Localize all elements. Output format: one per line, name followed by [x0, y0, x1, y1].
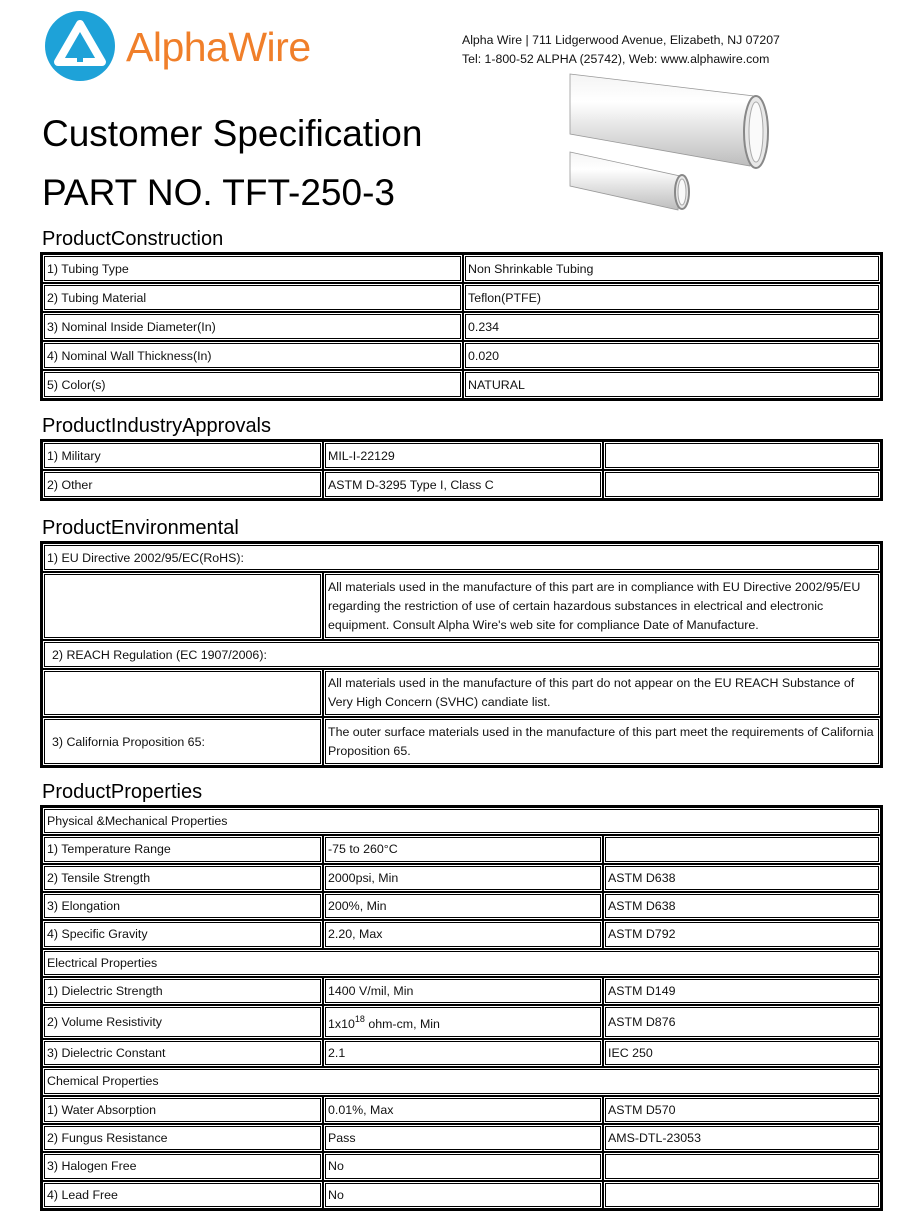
section-title-environmental: ProductEnvironmental — [42, 517, 239, 539]
company-info — [462, 31, 780, 69]
row-extra — [603, 470, 881, 499]
table-row — [42, 1124, 881, 1152]
table-row — [42, 370, 881, 399]
empty-cell — [42, 669, 323, 717]
group-header-electrical: Electrical Properties — [42, 949, 881, 977]
table-row — [42, 1181, 881, 1209]
row-value: Pass — [323, 1124, 603, 1152]
table-row — [42, 717, 881, 766]
approvals-table — [40, 439, 883, 501]
table-row — [42, 864, 881, 892]
row-label: 4) Lead Free — [42, 1181, 323, 1209]
table-row — [42, 920, 881, 948]
reach-label: 2) REACH Regulation (EC 1907/2006): — [42, 640, 881, 669]
row-label: 3) Halogen Free — [42, 1152, 323, 1180]
row-extra — [603, 441, 881, 470]
row-label: 1) Tubing Type — [42, 254, 463, 283]
row-value: ASTM D-3295 Type I, Class C — [323, 470, 603, 499]
rohs-label: 1) EU Directive 2002/95/EC(RoHS): — [42, 543, 881, 572]
row-value: 2.20, Max — [323, 920, 603, 948]
table-row — [42, 312, 881, 341]
construction-table — [40, 252, 883, 401]
row-label: 2) Volume Resistivity — [42, 1005, 323, 1039]
reach-text: All materials used in the manufacture of this part do not appear on the EU REACH Substance of Very High Concern (SVHC) candiate list. — [323, 669, 881, 717]
table-row — [42, 640, 881, 669]
table-row — [42, 977, 881, 1005]
row-value: Non Shrinkable Tubing — [463, 254, 881, 283]
value-base: 1x10 — [328, 1016, 355, 1031]
alphawire-wordmark: AlphaWire — [126, 24, 311, 70]
row-value: 200%, Min — [323, 892, 603, 920]
row-label: 2) Tubing Material — [42, 283, 463, 312]
part-number: PART NO. TFT-250-3 — [42, 172, 395, 213]
prop65-label: 3) California Proposition 65: — [42, 717, 323, 766]
row-label: 4) Nominal Wall Thickness(In) — [42, 341, 463, 370]
empty-cell — [42, 572, 323, 640]
row-label: 1) Military — [42, 441, 323, 470]
table-row — [42, 254, 881, 283]
row-label: 1) Temperature Range — [42, 835, 323, 863]
row-label: 3) Dielectric Constant — [42, 1039, 323, 1067]
row-value: 0.01%, Max — [323, 1096, 603, 1124]
table-row — [42, 1096, 881, 1124]
row-label: 4) Specific Gravity — [42, 920, 323, 948]
row-value: 1400 V/mil, Min — [323, 977, 603, 1005]
row-method — [603, 1152, 881, 1180]
row-label: 3) Nominal Inside Diameter(In) — [42, 312, 463, 341]
table-row — [42, 572, 881, 640]
table-row — [42, 807, 881, 835]
row-label: 1) Water Absorption — [42, 1096, 323, 1124]
table-row — [42, 835, 881, 863]
company-address: Alpha Wire | 711 Lidgerwood Avenue, Elizabeth, NJ 07207 — [462, 33, 780, 47]
company-contact: Tel: 1-800-52 ALPHA (25742), Web: www.alphawire.com — [462, 52, 770, 66]
group-header-chemical: Chemical Properties — [42, 1067, 881, 1095]
tubing-illustration-icon — [560, 70, 780, 218]
row-value: No — [323, 1152, 603, 1180]
row-label: 1) Dielectric Strength — [42, 977, 323, 1005]
rohs-text: All materials used in the manufacture of this part are in compliance with EU Directive 2002/95/EU regarding the restriction of use of certain hazardous substances in electrical and electronic equipment. Consult Alpha Wire's web site for compliance Date of Manufacture. — [323, 572, 881, 640]
row-method — [603, 1181, 881, 1209]
value-unit: ohm-cm, Min — [364, 1016, 440, 1031]
table-row — [42, 1039, 881, 1067]
alphawire-mark-icon — [44, 10, 120, 82]
row-value: 0.020 — [463, 341, 881, 370]
row-label: 2) Tensile Strength — [42, 864, 323, 892]
row-method: IEC 250 — [603, 1039, 881, 1067]
table-row — [42, 892, 881, 920]
row-value: Teflon(PTFE) — [463, 283, 881, 312]
group-header-physical: Physical &Mechanical Properties — [42, 807, 881, 835]
environmental-table — [40, 541, 883, 768]
table-row — [42, 669, 881, 717]
row-method: AMS-DTL-23053 — [603, 1124, 881, 1152]
table-row — [42, 283, 881, 312]
row-method: ASTM D638 — [603, 892, 881, 920]
table-row — [42, 441, 881, 470]
row-method: ASTM D638 — [603, 864, 881, 892]
table-row — [42, 1152, 881, 1180]
page-title: Customer Specification — [42, 113, 423, 154]
row-method: ASTM D149 — [603, 977, 881, 1005]
row-value — [323, 1005, 603, 1039]
row-label: 5) Color(s) — [42, 370, 463, 399]
row-value: 2.1 — [323, 1039, 603, 1067]
section-title-construction: ProductConstruction — [42, 228, 224, 250]
value-exponent: 18 — [354, 1013, 365, 1024]
row-method: ASTM D570 — [603, 1096, 881, 1124]
alphawire-logo — [44, 10, 344, 82]
row-value: No — [323, 1181, 603, 1209]
row-value: 0.234 — [463, 312, 881, 341]
row-value: -75 to 260°C — [323, 835, 603, 863]
properties-table — [40, 805, 883, 1211]
table-row — [42, 1067, 881, 1095]
prop65-text: The outer surface materials used in the manufacture of this part meet the requirements of California Proposition 65. — [323, 717, 881, 766]
row-label: 3) Elongation — [42, 892, 323, 920]
row-label: 2) Fungus Resistance — [42, 1124, 323, 1152]
row-method — [603, 835, 881, 863]
row-method: ASTM D876 — [603, 1005, 881, 1039]
row-value: 2000psi, Min — [323, 864, 603, 892]
table-row — [42, 341, 881, 370]
row-label: 2) Other — [42, 470, 323, 499]
row-value: NATURAL — [463, 370, 881, 399]
section-title-properties: ProductProperties — [42, 781, 203, 803]
row-value: MIL-I-22129 — [323, 441, 603, 470]
table-row — [42, 949, 881, 977]
section-title-approvals: ProductIndustryApprovals — [42, 415, 272, 437]
row-method: ASTM D792 — [603, 920, 881, 948]
table-row — [42, 543, 881, 572]
table-row — [42, 1005, 881, 1039]
table-row — [42, 470, 881, 499]
